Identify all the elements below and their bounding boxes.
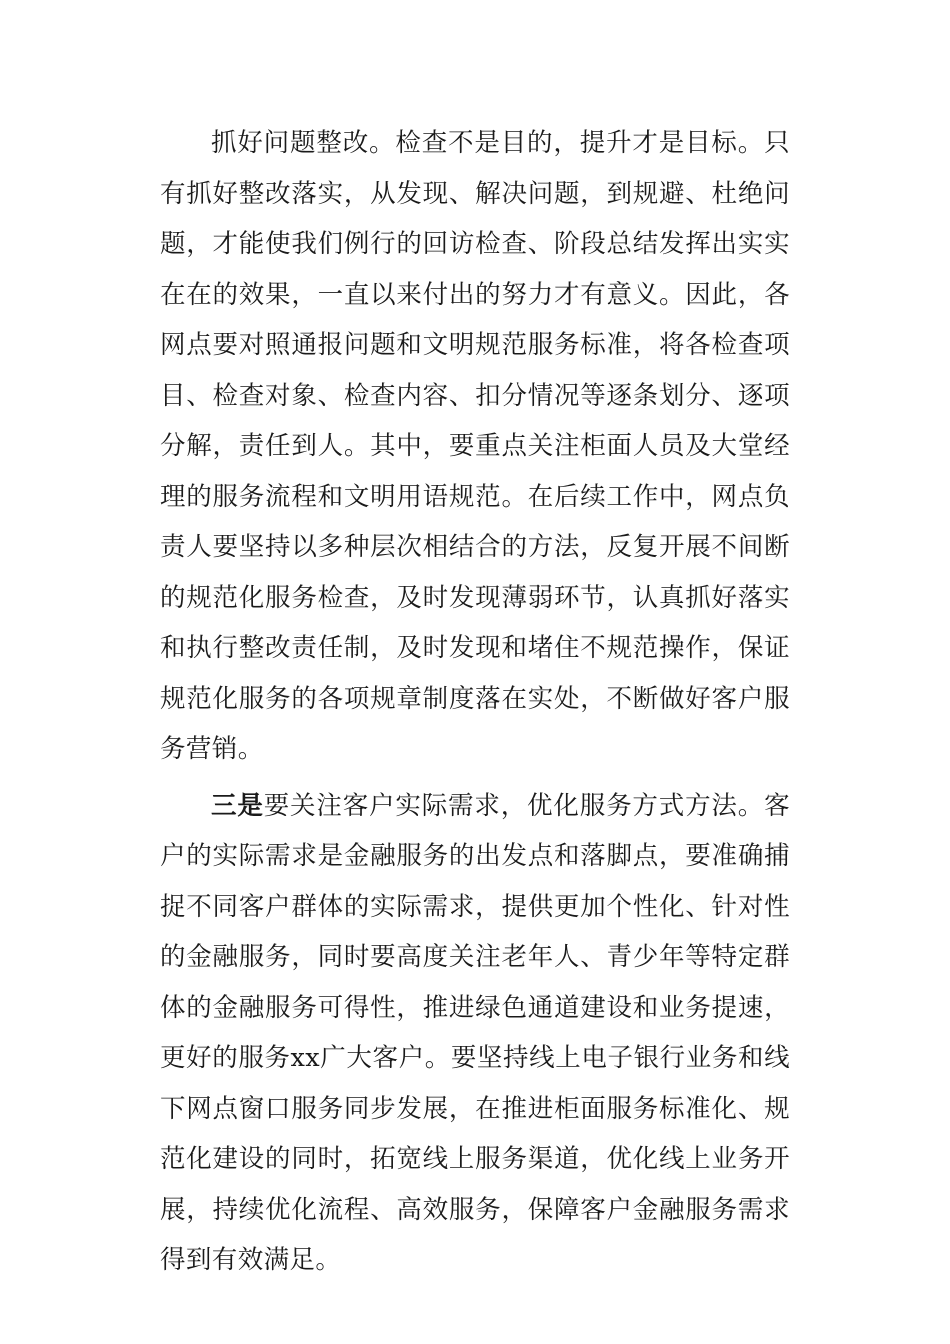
paragraph-2 xyxy=(160,781,790,1286)
paragraph-1-text: 抓好问题整改。检查不是目的，提升才是目标。只有抓好整改落实，从发现、解决问题，到规避、杜绝问题，才能使我们例行的回访检查、阶段总结发挥出实实在在的效果，一直以来付出的努力才有意义。因此，各网点要对照通报问题和文明规范服务标准，将各检查项目、检查对象、检查内容、扣分情况等逐条划分、逐项分解，责任到人。其中，要重点关注柜面人员及大堂经理的服务流程和文明用语规范。在后续工作中，网点负责人要坚持以多种层次相结合的方法，反复开展不间断的规范化服务检查，及时发现薄弱环节，认真抓好落实和执行整改责任制，及时发现和堵住不规范操作，保证规范化服务的各项规章制度落在实处，不断做好客户服务营销。 xyxy=(160,128,790,764)
paragraph-1 xyxy=(160,118,790,775)
paragraph-2-lead: 三是 xyxy=(211,790,264,821)
document-body xyxy=(160,118,790,1286)
paragraph-2-text: 要关注客户实际需求，优化服务方式方法。客户的实际需求是金融服务的出发点和落脚点，要准确捕捉不同客户群体的实际需求，提供更加个性化、针对性的金融服务，同时要高度关注老年人、青少年等特定群体的金融服务可得性，推进绿色通道建设和业务提速，更好的服务xx广大客户。要坚持线上电子银行业务和线下网点窗口服务同步发展，在推进柜面服务标准化、规范化建设的同时，拓宽线上服务渠道，优化线上业务开展，持续优化流程、高效服务，保障客户金融服务需求得到有效满足。 xyxy=(160,790,790,1275)
